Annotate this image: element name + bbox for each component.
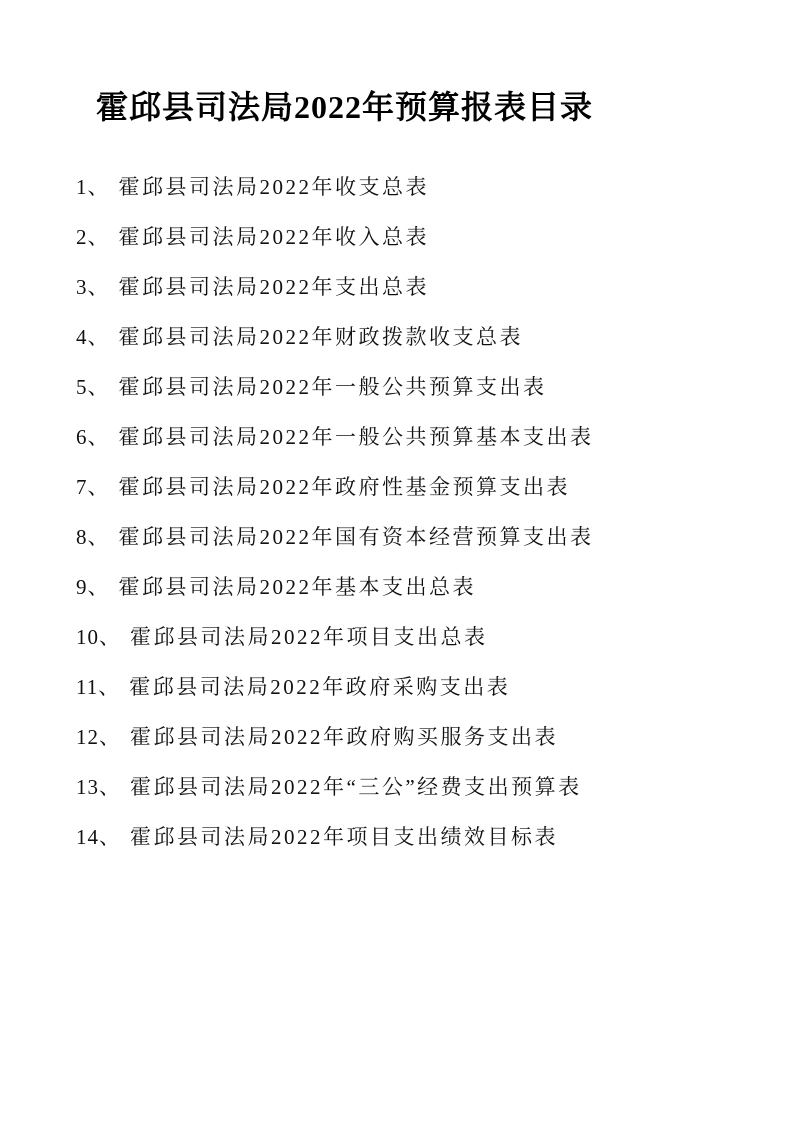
- toc-item-label: 霍邱县司法局2022年项目支出总表: [130, 625, 488, 649]
- toc-item: [76, 712, 793, 762]
- toc-item-number: 12、: [76, 725, 121, 749]
- toc-item-number: 6、: [76, 425, 110, 449]
- toc-item: [76, 212, 793, 262]
- toc-item-label: 霍邱县司法局2022年收入总表: [118, 225, 429, 249]
- toc-item: [76, 512, 793, 562]
- toc-item-label: 霍邱县司法局2022年政府采购支出表: [129, 675, 511, 699]
- toc-item: [76, 162, 793, 212]
- toc-item-label: 霍邱县司法局2022年财政拨款收支总表: [118, 325, 523, 349]
- toc-item-number: 11、: [76, 675, 121, 699]
- toc-item: [76, 412, 793, 462]
- toc-item: [76, 362, 793, 412]
- toc-item-label: 霍邱县司法局2022年一般公共预算基本支出表: [118, 425, 594, 449]
- toc-item-label: 霍邱县司法局2022年一般公共预算支出表: [118, 375, 547, 399]
- page-title: 霍邱县司法局2022年预算报表目录: [96, 89, 594, 125]
- toc-item-label: 霍邱县司法局2022年收支总表: [118, 175, 429, 199]
- toc-item: [76, 812, 793, 862]
- toc-item: [76, 312, 793, 362]
- toc-item-label: 霍邱县司法局2022年政府购买服务支出表: [130, 725, 558, 749]
- toc-item-label: 霍邱县司法局2022年支出总表: [118, 275, 429, 299]
- toc-item-number: 13、: [76, 775, 121, 799]
- toc-item-number: 9、: [76, 575, 110, 599]
- toc-item: [76, 762, 793, 812]
- toc-item-label: 霍邱县司法局2022年国有资本经营预算支出表: [118, 525, 594, 549]
- toc-item-number: 10、: [76, 625, 121, 649]
- toc-item: [76, 562, 793, 612]
- toc-item-number: 4、: [76, 325, 110, 349]
- toc-item-number: 1、: [76, 175, 110, 199]
- toc-item-label: 霍邱县司法局2022年“三公”经费支出预算表: [130, 775, 582, 799]
- toc-item: [76, 662, 793, 712]
- toc-item-number: 5、: [76, 375, 110, 399]
- toc-item-number: 2、: [76, 225, 110, 249]
- toc-item-label: 霍邱县司法局2022年项目支出绩效目标表: [130, 825, 558, 849]
- toc-item-number: 8、: [76, 525, 110, 549]
- toc-item-label: 霍邱县司法局2022年基本支出总表: [118, 575, 476, 599]
- toc-item-label: 霍邱县司法局2022年政府性基金预算支出表: [118, 475, 570, 499]
- toc-item-number: 14、: [76, 825, 121, 849]
- toc-item: [76, 612, 793, 662]
- toc-item: [76, 262, 793, 312]
- toc-item-number: 3、: [76, 275, 110, 299]
- toc-item: [76, 462, 793, 512]
- toc-item-number: 7、: [76, 475, 110, 499]
- toc-list: [76, 162, 793, 862]
